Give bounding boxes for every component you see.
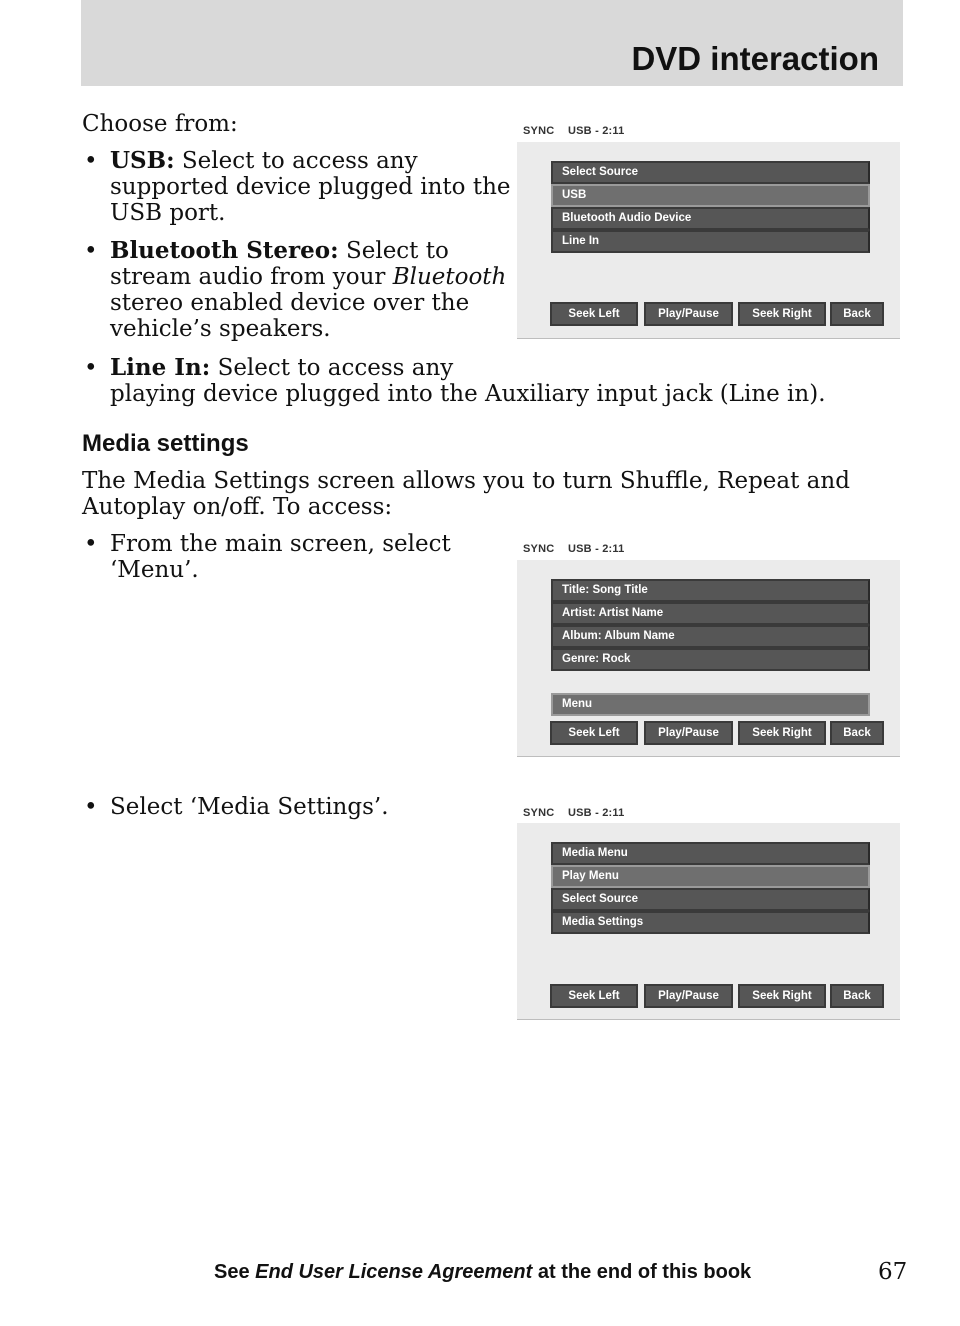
back-button[interactable]: Back [830, 302, 884, 326]
step1-line2: ‘Menu’. [110, 557, 199, 583]
menu-button[interactable]: Menu [551, 693, 870, 716]
media-para-line2: Autoplay on/off. To access: [82, 494, 393, 520]
play-pause-button[interactable]: Play/Pause [644, 984, 733, 1008]
footer-text: See End User License Agreement at the end of this book [214, 1261, 752, 1283]
sync-label: SYNC [523, 807, 555, 819]
source-time: USB - 2:11 [568, 543, 625, 555]
intro-text: Choose from: [82, 111, 238, 137]
sync-screen-now-playing [517, 560, 900, 757]
step1-line1: From the main screen, select [110, 531, 451, 557]
back-button[interactable]: Back [830, 721, 884, 745]
bt-line4: vehicle’s speakers. [110, 316, 331, 342]
bullet-icon: • [84, 355, 98, 381]
bullet-icon: • [84, 238, 98, 264]
seek-left-button[interactable]: Seek Left [550, 984, 638, 1008]
bt-line1: Bluetooth Stereo: Select to [110, 237, 449, 264]
seek-right-button[interactable]: Seek Right [738, 302, 826, 326]
usb-line2: supported device plugged into the [110, 174, 511, 200]
menu-item-media-settings[interactable]: Media Settings [551, 911, 870, 934]
linein-line1: Line In: Select to access any [110, 354, 454, 381]
song-title-row: Title: Song Title [551, 579, 870, 602]
artist-row: Artist: Artist Name [551, 602, 870, 625]
bt-line3: stereo enabled device over the [110, 290, 470, 316]
page-number: 67 [878, 1259, 908, 1285]
linein-line2: playing device plugged into the Auxiliary input jack (Line in). [110, 381, 826, 407]
bt-line2: stream audio from your Bluetooth [110, 264, 507, 290]
page-title: DVD interaction [631, 40, 879, 77]
bullet-icon: • [84, 794, 98, 820]
play-pause-button[interactable]: Play/Pause [644, 721, 733, 745]
media-para-line1: The Media Settings screen allows you to turn Shuffle, Repeat and [82, 468, 850, 494]
play-pause-button[interactable]: Play/Pause [644, 302, 733, 326]
usb-line3: USB port. [110, 200, 226, 226]
step2-text: Select ‘Media Settings’. [110, 794, 389, 820]
section-heading: Media settings [82, 430, 249, 457]
seek-right-button[interactable]: Seek Right [738, 721, 826, 745]
source-time: USB - 2:11 [568, 807, 625, 819]
genre-row: Genre: Rock [551, 648, 870, 671]
bullet-icon: • [84, 148, 98, 174]
back-button[interactable]: Back [830, 984, 884, 1008]
seek-left-button[interactable]: Seek Left [550, 721, 638, 745]
seek-right-button[interactable]: Seek Right [738, 984, 826, 1008]
sync-screen-media-menu [517, 823, 900, 1020]
menu-item-select-source[interactable]: Select Source [551, 161, 870, 184]
header-bar [81, 0, 903, 86]
menu-item-usb[interactable]: USB [551, 184, 870, 207]
bullet-icon: • [84, 531, 98, 557]
menu-item-select-source[interactable]: Select Source [551, 888, 870, 911]
seek-left-button[interactable]: Seek Left [550, 302, 638, 326]
sync-screen-source [517, 142, 900, 339]
menu-item-play-menu[interactable]: Play Menu [551, 865, 870, 888]
menu-item-line-in[interactable]: Line In [551, 230, 870, 253]
source-time: USB - 2:11 [568, 125, 625, 137]
sync-label: SYNC [523, 125, 555, 137]
sync-label: SYNC [523, 543, 555, 555]
album-row: Album: Album Name [551, 625, 870, 648]
usb-line1: USB: Select to access any [110, 147, 418, 174]
menu-item-media-menu[interactable]: Media Menu [551, 842, 870, 865]
menu-item-bluetooth[interactable]: Bluetooth Audio Device [551, 207, 870, 230]
